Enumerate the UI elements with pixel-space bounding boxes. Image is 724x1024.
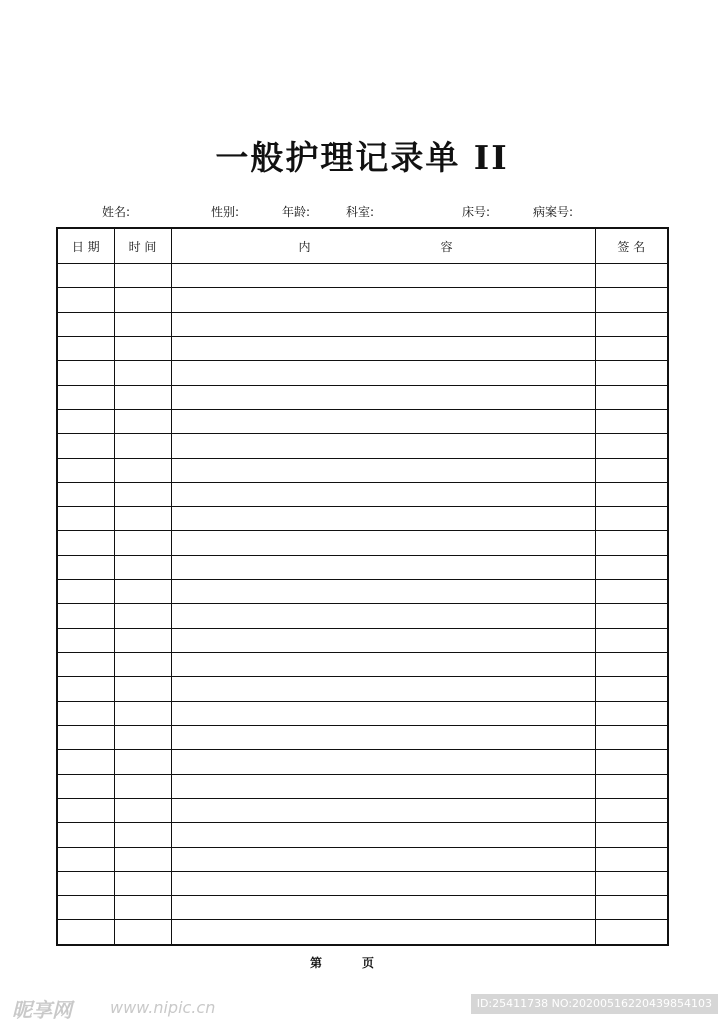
signature-cell[interactable] [595, 312, 668, 336]
date-cell[interactable] [57, 798, 114, 822]
signature-cell[interactable] [595, 385, 668, 409]
signature-cell[interactable] [595, 531, 668, 555]
age-label: 年龄: [282, 205, 311, 219]
time-cell[interactable] [114, 750, 171, 774]
signature-cell[interactable] [595, 750, 668, 774]
watermark-id: ID:25411738 NO:20200516220439854103 [471, 994, 718, 1014]
signature-cell[interactable] [595, 896, 668, 920]
signature-cell[interactable] [595, 434, 668, 458]
header-content-right: 容 [440, 239, 453, 254]
signature-cell[interactable] [595, 920, 668, 945]
content-cell[interactable] [171, 361, 595, 385]
department-label: 科室: [346, 205, 375, 219]
signature-cell[interactable] [595, 653, 668, 677]
content-cell[interactable] [171, 580, 595, 604]
table-row [57, 288, 668, 312]
content-cell[interactable] [171, 555, 595, 579]
signature-cell[interactable] [595, 264, 668, 288]
content-cell[interactable] [171, 264, 595, 288]
date-cell[interactable] [57, 288, 114, 312]
table-row [57, 555, 668, 579]
time-cell[interactable] [114, 701, 171, 725]
date-cell[interactable] [57, 458, 114, 482]
date-cell[interactable] [57, 725, 114, 749]
content-cell[interactable] [171, 482, 595, 506]
table-row [57, 580, 668, 604]
content-cell[interactable] [171, 507, 595, 531]
signature-cell[interactable] [595, 458, 668, 482]
table-row [57, 336, 668, 360]
date-cell[interactable] [57, 555, 114, 579]
time-cell[interactable] [114, 312, 171, 336]
time-cell[interactable] [114, 896, 171, 920]
table-body [57, 264, 668, 946]
time-cell[interactable] [114, 434, 171, 458]
date-cell[interactable] [57, 434, 114, 458]
date-cell[interactable] [57, 701, 114, 725]
table-row [57, 482, 668, 506]
table-row [57, 385, 668, 409]
content-cell[interactable] [171, 677, 595, 701]
date-cell[interactable] [57, 482, 114, 506]
time-cell[interactable] [114, 264, 171, 288]
content-cell[interactable] [171, 312, 595, 336]
content-cell[interactable] [171, 458, 595, 482]
table-row [57, 604, 668, 628]
date-cell[interactable] [57, 531, 114, 555]
name-label: 姓名: [102, 205, 131, 219]
content-cell[interactable] [171, 847, 595, 871]
time-cell[interactable] [114, 409, 171, 433]
time-cell[interactable] [114, 580, 171, 604]
time-cell[interactable] [114, 871, 171, 895]
date-cell[interactable] [57, 847, 114, 871]
content-cell[interactable] [171, 725, 595, 749]
table-header-row [57, 228, 668, 264]
table-row [57, 701, 668, 725]
signature-cell[interactable] [595, 798, 668, 822]
content-cell[interactable] [171, 628, 595, 652]
signature-cell[interactable] [595, 555, 668, 579]
bed-label: 床号: [462, 205, 491, 219]
date-cell[interactable] [57, 312, 114, 336]
table-row [57, 312, 668, 336]
header-content [171, 228, 595, 264]
gender-label: 性别: [211, 205, 240, 219]
table-row [57, 847, 668, 871]
nursing-record-table [56, 227, 669, 946]
signature-cell[interactable] [595, 336, 668, 360]
table-row [57, 458, 668, 482]
signature-cell[interactable] [595, 482, 668, 506]
table-row [57, 750, 668, 774]
watermark-bar [0, 990, 724, 1024]
table-row [57, 653, 668, 677]
time-cell[interactable] [114, 385, 171, 409]
time-cell[interactable] [114, 361, 171, 385]
table-row [57, 434, 668, 458]
signature-cell[interactable] [595, 774, 668, 798]
table-row [57, 774, 668, 798]
date-cell[interactable] [57, 677, 114, 701]
date-cell[interactable] [57, 653, 114, 677]
time-cell[interactable] [114, 677, 171, 701]
table-row [57, 628, 668, 652]
table-row [57, 725, 668, 749]
signature-cell[interactable] [595, 628, 668, 652]
case-number-label: 病案号: [533, 205, 574, 219]
signature-cell[interactable] [595, 507, 668, 531]
content-cell[interactable] [171, 604, 595, 628]
content-cell[interactable] [171, 336, 595, 360]
content-cell[interactable] [171, 798, 595, 822]
time-cell[interactable] [114, 482, 171, 506]
header-date: 日 期 [57, 228, 114, 264]
signature-cell[interactable] [595, 288, 668, 312]
date-cell[interactable] [57, 823, 114, 847]
watermark-site: www.nipic.cn [110, 998, 216, 1017]
table-row [57, 264, 668, 288]
time-cell[interactable] [114, 847, 171, 871]
table-row [57, 920, 668, 945]
signature-cell[interactable] [595, 604, 668, 628]
content-cell[interactable] [171, 385, 595, 409]
signature-cell[interactable] [595, 701, 668, 725]
footer-di: 第 [310, 956, 323, 970]
table-row [57, 361, 668, 385]
time-cell[interactable] [114, 531, 171, 555]
time-cell[interactable] [114, 774, 171, 798]
table-row [57, 823, 668, 847]
content-cell[interactable] [171, 896, 595, 920]
time-cell[interactable] [114, 628, 171, 652]
table-row [57, 531, 668, 555]
date-cell[interactable] [57, 774, 114, 798]
date-cell[interactable] [57, 409, 114, 433]
time-cell[interactable] [114, 288, 171, 312]
date-cell[interactable] [57, 920, 114, 945]
signature-cell[interactable] [595, 725, 668, 749]
date-cell[interactable] [57, 361, 114, 385]
content-cell[interactable] [171, 288, 595, 312]
time-cell[interactable] [114, 336, 171, 360]
date-cell[interactable] [57, 604, 114, 628]
content-cell[interactable] [171, 750, 595, 774]
signature-cell[interactable] [595, 361, 668, 385]
table-row [57, 896, 668, 920]
date-cell[interactable] [57, 750, 114, 774]
content-cell[interactable] [171, 531, 595, 555]
watermark-logo: 昵享网 [12, 998, 72, 1022]
content-cell[interactable] [171, 409, 595, 433]
date-cell[interactable] [57, 336, 114, 360]
footer-ye: 页 [362, 956, 375, 970]
content-cell[interactable] [171, 653, 595, 677]
content-cell[interactable] [171, 434, 595, 458]
time-cell[interactable] [114, 823, 171, 847]
date-cell[interactable] [57, 871, 114, 895]
date-cell[interactable] [57, 385, 114, 409]
header-content-left: 内 [298, 239, 311, 254]
time-cell[interactable] [114, 653, 171, 677]
date-cell[interactable] [57, 628, 114, 652]
time-cell[interactable] [114, 604, 171, 628]
form-title: 一般护理记录单 II [215, 138, 509, 177]
header-signature: 签 名 [595, 228, 668, 264]
time-cell[interactable] [114, 798, 171, 822]
time-cell[interactable] [114, 725, 171, 749]
signature-cell[interactable] [595, 823, 668, 847]
table-row [57, 871, 668, 895]
content-cell[interactable] [171, 774, 595, 798]
time-cell[interactable] [114, 555, 171, 579]
table-row [57, 507, 668, 531]
date-cell[interactable] [57, 264, 114, 288]
date-cell[interactable] [57, 896, 114, 920]
signature-cell[interactable] [595, 677, 668, 701]
time-cell[interactable] [114, 920, 171, 945]
date-cell[interactable] [57, 507, 114, 531]
table-row [57, 798, 668, 822]
signature-cell[interactable] [595, 847, 668, 871]
signature-cell[interactable] [595, 580, 668, 604]
time-cell[interactable] [114, 458, 171, 482]
table-row [57, 677, 668, 701]
content-cell[interactable] [171, 920, 595, 945]
date-cell[interactable] [57, 580, 114, 604]
signature-cell[interactable] [595, 871, 668, 895]
signature-cell[interactable] [595, 409, 668, 433]
table-row [57, 409, 668, 433]
content-cell[interactable] [171, 701, 595, 725]
content-cell[interactable] [171, 871, 595, 895]
content-cell[interactable] [171, 823, 595, 847]
header-time: 时 间 [114, 228, 171, 264]
time-cell[interactable] [114, 507, 171, 531]
